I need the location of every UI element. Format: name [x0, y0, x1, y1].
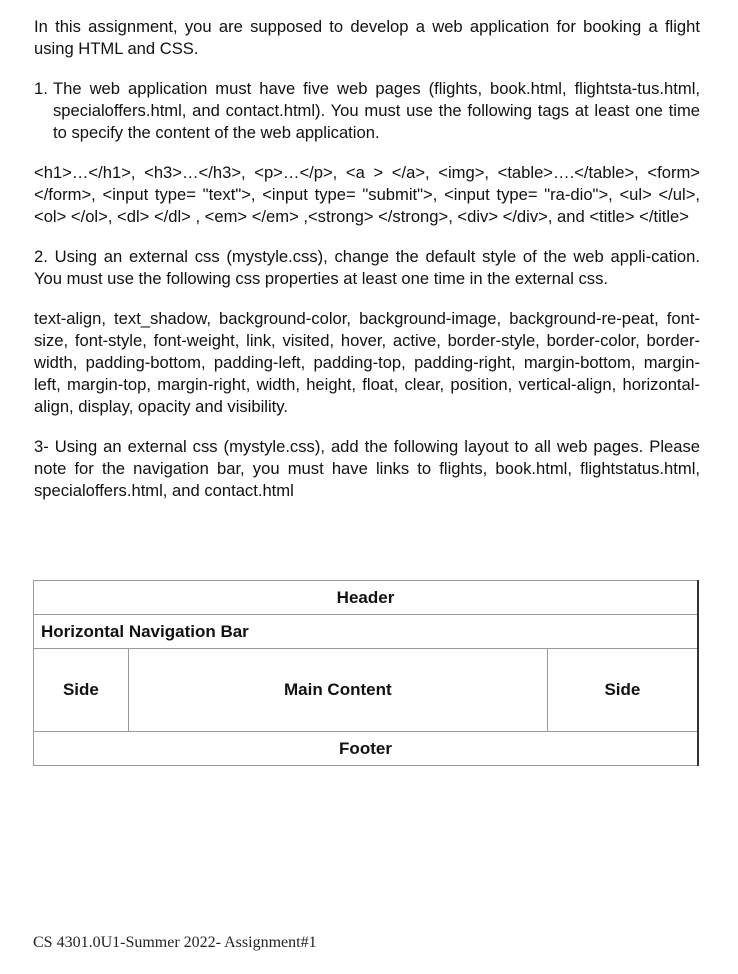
page-footer: CS 4301.0U1-Summer 2022- Assignment#1 — [33, 934, 317, 951]
layout-side-left-cell: Side — [34, 649, 129, 732]
layout-header-cell: Header — [34, 581, 699, 615]
layout-side-right-cell: Side — [547, 649, 698, 732]
item-3-text: 3- Using an external css (mystyle.css), add the following layout to all web pages. Please note for the navigation bar, you must have links to flights, book.html, flightstatus.html, specialoffers.html, and contact.html — [34, 437, 700, 500]
item-1-number: 1. — [34, 79, 48, 98]
layout-main-cell: Main Content — [128, 649, 547, 732]
item-1-text: The web application must have five web pages (flights, book.html, flightsta-tus.html, specialoffers.html, and contact.html). You must use the following tags at least one time to specify the content of the web application. — [53, 79, 700, 142]
required-css-properties: text-align, text_shadow, background-color, background-image, background-re-peat, font-size, font-style, font-weight, link, visited, hover, active, border-style, border-color, border-width, padding-bottom, padding-left, padding-top, padding-right, margin-bottom, margin-left, margin-top, margin-right, width, height, float, clear, position, vertical-align, horizontal-align, display, opacity and visibility. — [34, 309, 700, 416]
layout-diagram-table — [33, 580, 699, 766]
layout-nav-cell: Horizontal Navigation Bar — [34, 615, 699, 649]
item-1 — [34, 78, 700, 144]
required-tags-list: <h1>…</h1>, <h3>…</h3>, <p>…</p>, <a > </a>, <img>, <table>….</table>, <form> </form>, <input type= "text">, <input type= "submit">, <input type= "ra-dio">, <ul> </ul>, <ol> </ol>, <dl> </dl> , <em> </em> ,<strong> </strong>, <div> </div>, and <title> </title> — [34, 163, 700, 226]
layout-footer-cell: Footer — [34, 732, 699, 766]
item-2-text: 2. Using an external css (mystyle.css), change the default style of the web appli-cation. You must use the following css properties at least one time in the external css. — [34, 247, 700, 288]
assignment-text — [34, 16, 700, 502]
intro-paragraph: In this assignment, you are supposed to develop a web application for booking a flight using HTML and CSS. — [34, 17, 700, 58]
